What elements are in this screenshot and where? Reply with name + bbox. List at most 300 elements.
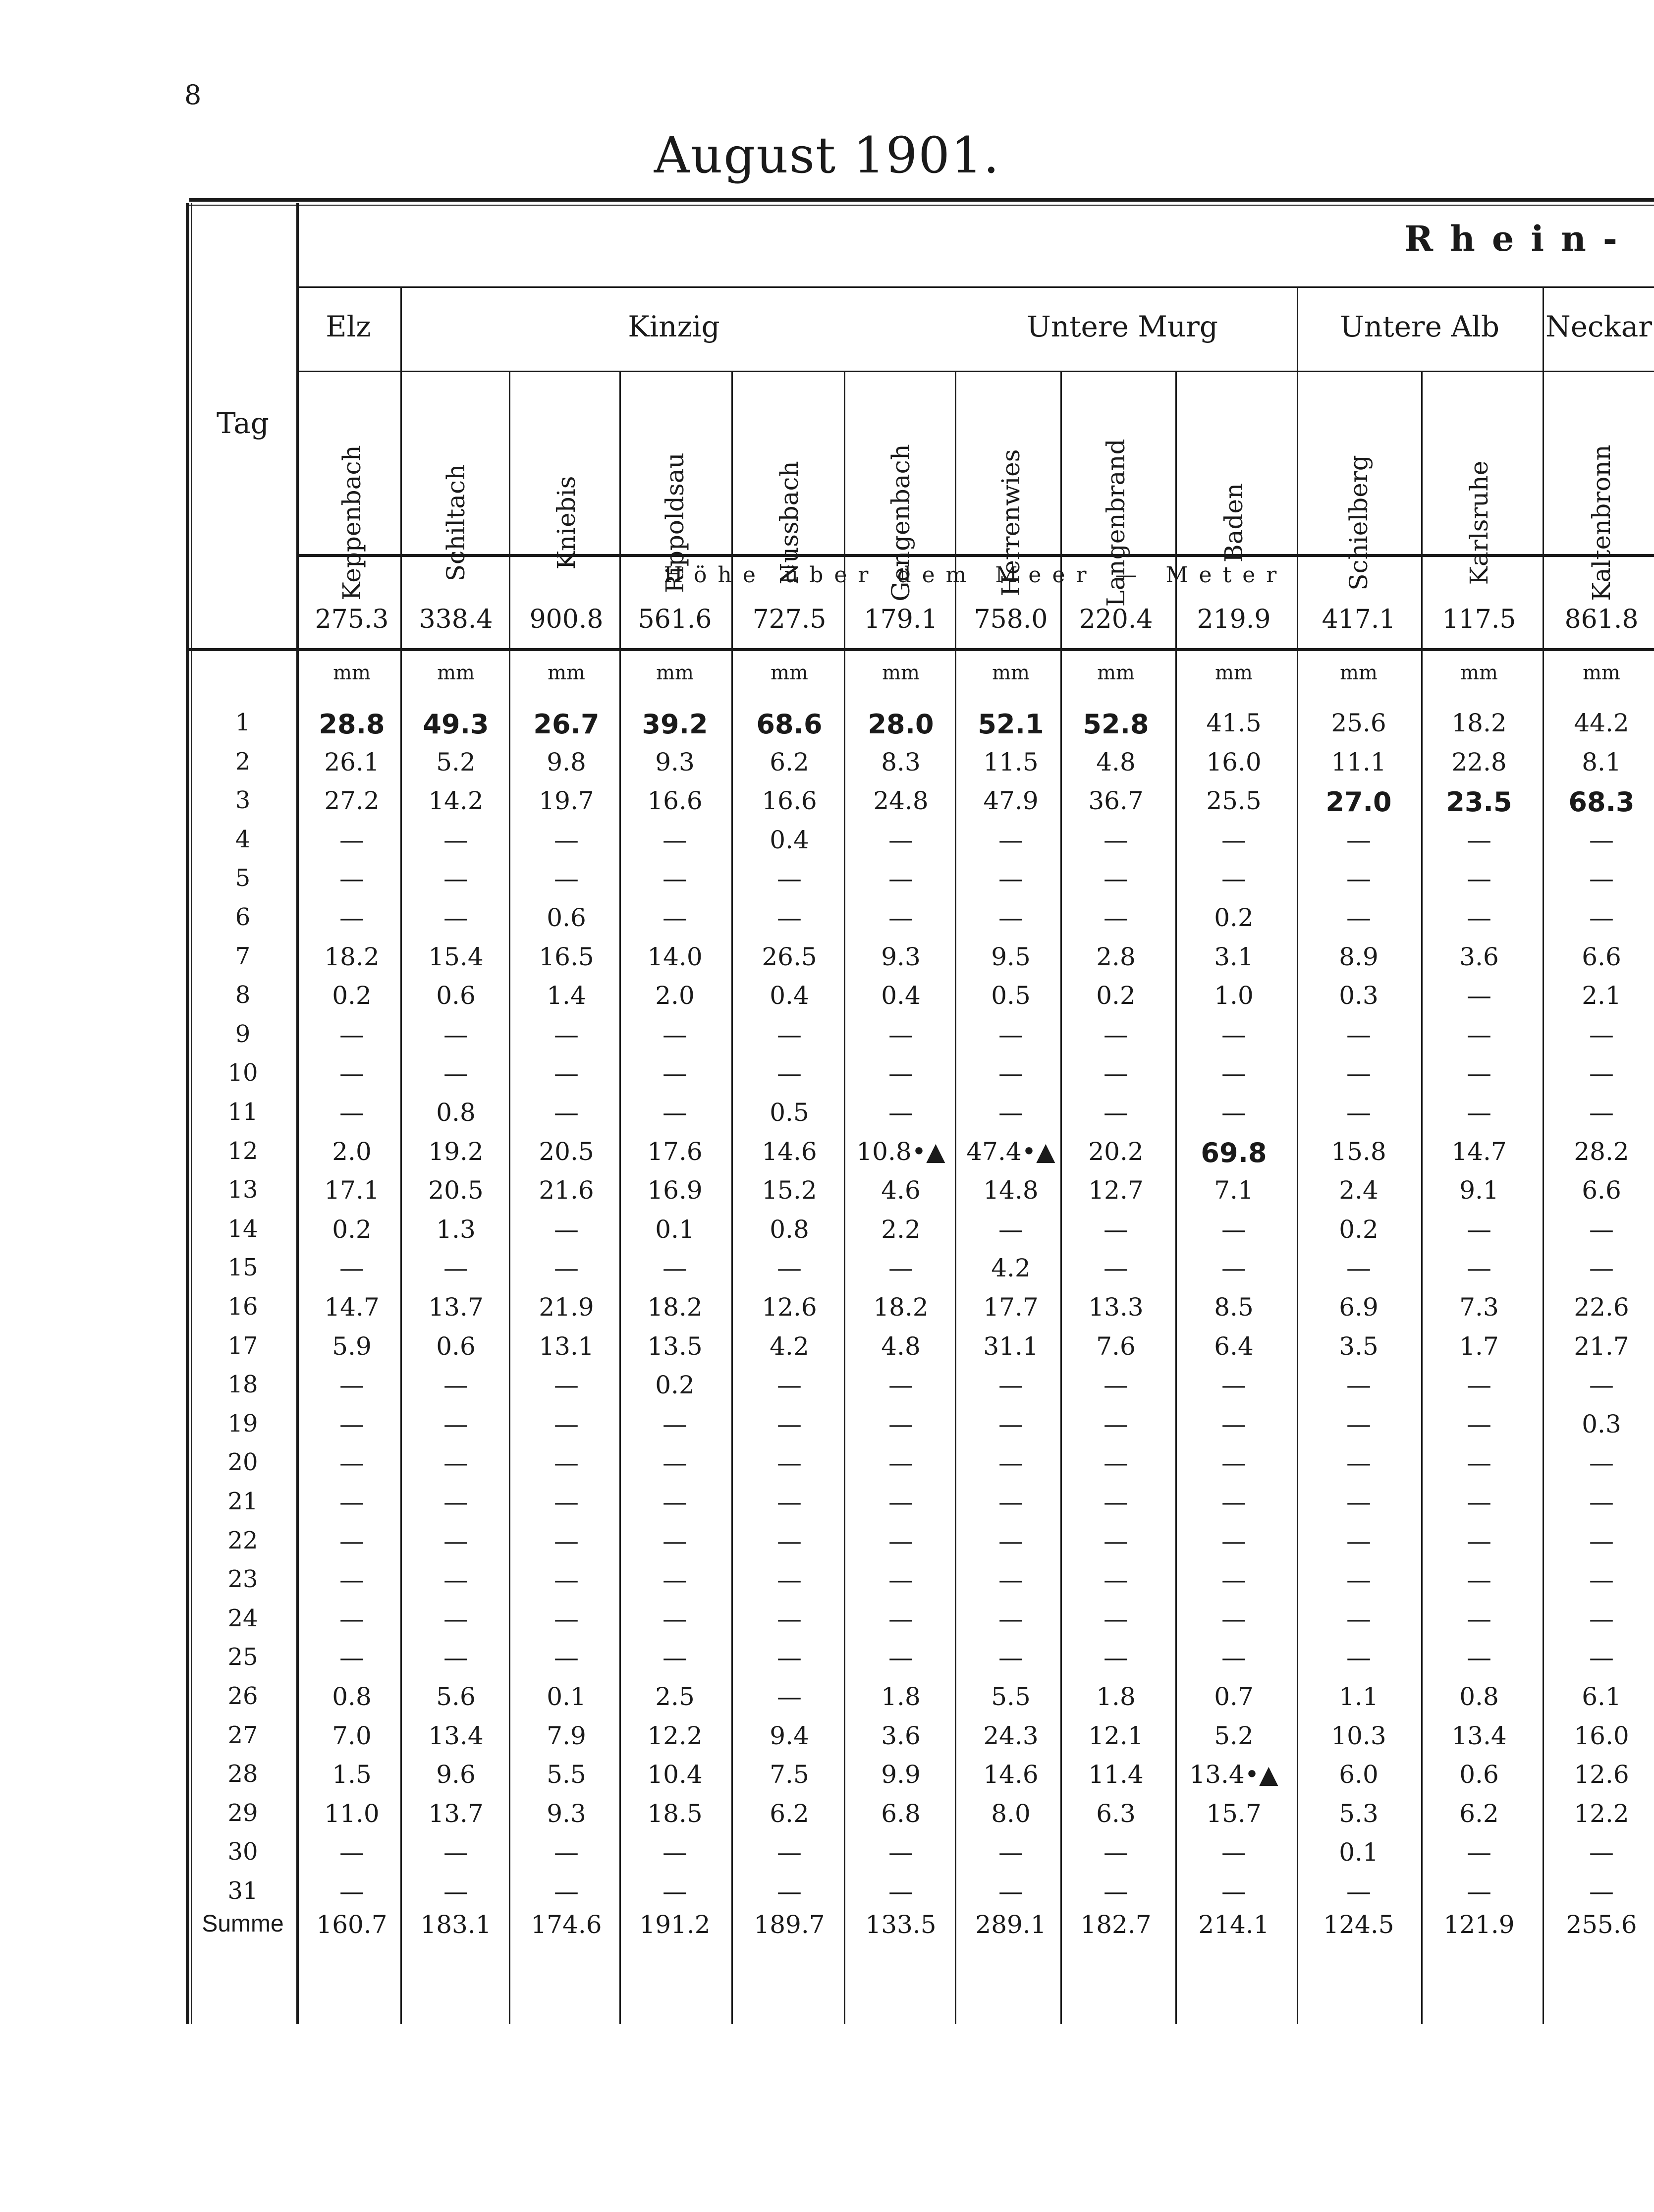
table-cell: 14.8 <box>983 1176 1039 1205</box>
elevation-value: 417.1 <box>1322 605 1396 634</box>
header-bottom-rule <box>189 648 1654 651</box>
table-cell: — <box>1103 825 1128 854</box>
table-cell: 3.1 <box>1214 942 1254 971</box>
table-cell: — <box>1221 1059 1246 1088</box>
table-cell: 16.0 <box>1574 1721 1629 1750</box>
sum-value: 189.7 <box>754 1910 825 1939</box>
table-cell: 12.2 <box>1574 1799 1629 1828</box>
table-cell: — <box>443 1448 468 1478</box>
table-cell: 16.6 <box>647 786 703 816</box>
table-cell: — <box>1467 903 1491 932</box>
top-rule-thin <box>189 205 1654 206</box>
table-cell: — <box>1103 1643 1128 1672</box>
table-cell: 39.2 <box>642 709 708 740</box>
table-cell: — <box>1346 1565 1371 1595</box>
table-cell: 21.7 <box>1574 1331 1629 1361</box>
table-cell: — <box>777 1448 802 1478</box>
table-cell: 12.6 <box>762 1293 817 1322</box>
day-label: 18 <box>227 1371 258 1399</box>
table-cell: 49.3 <box>423 709 489 740</box>
table-cell: 21.9 <box>539 1293 594 1322</box>
table-cell: — <box>998 1604 1023 1633</box>
table-cell: — <box>1103 1448 1128 1478</box>
column-rule <box>1175 371 1177 2024</box>
day-label: 15 <box>227 1254 258 1282</box>
table-cell: — <box>443 1059 468 1088</box>
table-cell: 3.6 <box>881 1721 921 1750</box>
table-cell: — <box>1467 864 1491 893</box>
table-cell: — <box>1589 1604 1614 1633</box>
table-cell: 7.5 <box>770 1760 809 1789</box>
table-cell: — <box>554 1488 579 1516</box>
elevation-value: 727.5 <box>752 605 827 634</box>
table-cell: 2.0 <box>332 1137 372 1166</box>
table-cell: — <box>1221 1838 1246 1867</box>
table-cell: — <box>1103 1059 1128 1088</box>
table-cell: — <box>1221 1526 1246 1555</box>
unit-label: mm <box>437 662 475 684</box>
table-cell: — <box>339 1020 364 1049</box>
day-label: 24 <box>227 1604 258 1632</box>
table-cell: 12.7 <box>1088 1176 1144 1205</box>
table-cell: — <box>1467 1059 1491 1088</box>
table-cell: 13.4•▲ <box>1189 1760 1278 1789</box>
table-cell: 1.4 <box>547 981 586 1010</box>
table-cell: — <box>554 1448 579 1478</box>
table-cell: — <box>443 1877 468 1906</box>
table-cell: — <box>777 1020 802 1049</box>
day-label: 9 <box>235 1020 251 1048</box>
table-cell: 4.8 <box>881 1331 921 1361</box>
table-cell: 13.5 <box>647 1331 703 1361</box>
table-cell: 6.1 <box>1582 1682 1621 1711</box>
table-cell: — <box>554 1020 579 1049</box>
table-cell: — <box>1346 1643 1371 1672</box>
table-cell: — <box>1346 1488 1371 1516</box>
table-cell: 9.5 <box>991 942 1031 971</box>
table-cell: 0.5 <box>770 1098 809 1127</box>
day-label: 29 <box>227 1799 258 1827</box>
table-cell: — <box>339 1526 364 1555</box>
table-cell: 7.1 <box>1214 1176 1254 1205</box>
table-cell: 8.5 <box>1214 1293 1254 1322</box>
table-cell: 4.2 <box>991 1254 1031 1283</box>
table-cell: — <box>1467 1409 1491 1438</box>
table-cell: — <box>1221 1565 1246 1595</box>
table-cell: 9.3 <box>547 1799 586 1828</box>
sum-value: 182.7 <box>1080 1910 1152 1939</box>
unit-label: mm <box>1215 662 1253 684</box>
table-cell: 2.1 <box>1582 981 1621 1010</box>
table-cell: 3.6 <box>1459 942 1499 971</box>
table-cell: — <box>777 1371 802 1400</box>
station-name: Langenbrand <box>1102 439 1130 607</box>
table-cell: — <box>1103 1604 1128 1633</box>
table-cell: — <box>888 1020 913 1049</box>
table-cell: 5.5 <box>547 1760 586 1789</box>
day-label: 23 <box>227 1565 258 1594</box>
table-cell: — <box>888 1643 913 1672</box>
table-cell: — <box>1589 1098 1614 1127</box>
table-cell: 21.6 <box>539 1176 594 1205</box>
table-cell: — <box>1346 1604 1371 1633</box>
day-label: 22 <box>227 1526 258 1554</box>
elevation-value: 179.1 <box>864 605 938 634</box>
table-cell: — <box>1103 1215 1128 1244</box>
table-cell: — <box>339 1488 364 1516</box>
table-cell: 0.2 <box>1096 981 1136 1010</box>
day-label: 19 <box>227 1409 258 1438</box>
table-cell: 5.9 <box>332 1331 372 1361</box>
table-cell: 11.1 <box>1331 747 1386 776</box>
table-cell: 6.0 <box>1339 1760 1378 1789</box>
station-name: Baden <box>1219 483 1248 563</box>
table-cell: — <box>998 864 1023 893</box>
table-cell: — <box>888 1371 913 1400</box>
table-cell: 0.6 <box>436 1331 476 1361</box>
table-cell: 52.1 <box>978 709 1044 740</box>
table-cell: 1.8 <box>881 1682 921 1711</box>
table-cell: 0.8 <box>332 1682 372 1711</box>
table-cell: — <box>1221 1371 1246 1400</box>
column-rule <box>1060 371 1062 2024</box>
table-cell: 24.3 <box>983 1721 1039 1750</box>
table-cell: 8.9 <box>1339 942 1378 971</box>
table-cell: 2.0 <box>655 981 695 1010</box>
sum-value: 121.9 <box>1443 1910 1515 1939</box>
table-cell: — <box>1221 1020 1246 1049</box>
table-cell: 31.1 <box>983 1331 1039 1361</box>
day-label: 8 <box>235 981 251 1009</box>
table-cell: — <box>998 825 1023 854</box>
table-cell: — <box>339 1838 364 1867</box>
table-cell: 14.2 <box>428 786 484 816</box>
sum-value: 214.1 <box>1198 1910 1269 1939</box>
table-cell: — <box>1103 903 1128 932</box>
table-cell: 16.5 <box>539 942 594 971</box>
table-cell: 5.2 <box>1214 1721 1254 1750</box>
tag-header: Tag <box>217 406 269 440</box>
table-cell: 5.3 <box>1339 1799 1378 1828</box>
table-cell: — <box>554 1643 579 1672</box>
table-cell: — <box>998 1565 1023 1595</box>
station-name: Karlsruhe <box>1465 460 1493 585</box>
table-cell: 20.2 <box>1088 1137 1144 1166</box>
table-cell: 0.2 <box>1339 1215 1378 1244</box>
sum-value: 255.6 <box>1566 1910 1637 1939</box>
elevation-value: 220.4 <box>1079 605 1153 634</box>
station-name: Kaltenbronn <box>1587 444 1616 601</box>
table-cell: 6.4 <box>1214 1331 1254 1361</box>
table-cell: — <box>1103 1877 1128 1906</box>
table-cell: 1.5 <box>332 1760 372 1789</box>
table-cell: 0.2 <box>332 1215 372 1244</box>
table-cell: — <box>443 1604 468 1633</box>
day-label: 13 <box>227 1176 258 1204</box>
table-cell: — <box>998 1526 1023 1555</box>
table-cell: — <box>443 1643 468 1672</box>
table-cell: — <box>998 1059 1023 1088</box>
group-kinzig: Kinzig <box>628 310 720 343</box>
elevation-value: 219.9 <box>1197 605 1271 634</box>
table-cell: 10.3 <box>1331 1721 1386 1750</box>
table-cell: — <box>443 1565 468 1595</box>
table-cell: 13.3 <box>1088 1293 1144 1322</box>
table-cell: — <box>662 1604 687 1633</box>
table-cell: — <box>443 1371 468 1400</box>
table-cell: 2.4 <box>1339 1176 1378 1205</box>
day-label: 12 <box>227 1137 258 1165</box>
station-name: Schielberg <box>1344 455 1373 591</box>
table-cell: 15.8 <box>1331 1137 1386 1166</box>
day-label: 10 <box>227 1059 258 1087</box>
table-cell: 0.4 <box>770 981 809 1010</box>
table-cell: — <box>554 1215 579 1244</box>
day-label: 5 <box>235 864 251 892</box>
table-cell: — <box>777 1565 802 1595</box>
table-cell: 26.7 <box>533 709 600 740</box>
table-cell: 0.7 <box>1214 1682 1254 1711</box>
table-cell: 69.8 <box>1201 1137 1267 1168</box>
table-cell: 8.1 <box>1582 747 1621 776</box>
table-cell: — <box>1221 864 1246 893</box>
table-cell: — <box>443 1409 468 1438</box>
table-cell: — <box>1467 1020 1491 1049</box>
table-cell: — <box>1467 1488 1491 1516</box>
table-cell: 47.9 <box>983 786 1039 816</box>
table-cell: 13.7 <box>428 1293 484 1322</box>
column-rule <box>400 286 402 2024</box>
table-cell: 19.2 <box>428 1137 484 1166</box>
table-cell: — <box>443 1254 468 1283</box>
table-cell: — <box>554 1254 579 1283</box>
table-cell: 8.0 <box>991 1799 1031 1828</box>
day-label: 27 <box>227 1721 258 1749</box>
table-cell: — <box>888 1059 913 1088</box>
table-cell: 11.5 <box>983 747 1039 776</box>
elevation-caption: Höhe über dem Meer — Meter <box>663 562 1288 588</box>
table-cell: 12.6 <box>1574 1760 1629 1789</box>
table-cell: — <box>1346 864 1371 893</box>
station-name: Herrenwies <box>996 449 1025 597</box>
table-cell: — <box>1221 1254 1246 1283</box>
sum-label: Summe <box>202 1911 284 1937</box>
table-cell: 0.8 <box>770 1215 809 1244</box>
table-cell: — <box>1467 1448 1491 1478</box>
table-cell: 0.6 <box>436 981 476 1010</box>
table-cell: — <box>1221 825 1246 854</box>
table-cell: 11.0 <box>324 1799 380 1828</box>
table-cell: 22.6 <box>1574 1293 1629 1322</box>
table-cell: — <box>777 1526 802 1555</box>
page-title: August 1901. <box>654 126 1000 184</box>
table-cell: — <box>1346 1448 1371 1478</box>
table-cell: 25.5 <box>1206 786 1262 816</box>
table-cell: — <box>1589 1643 1614 1672</box>
sum-value: 289.1 <box>975 1910 1047 1939</box>
table-cell: — <box>339 1565 364 1595</box>
table-cell: — <box>1103 1526 1128 1555</box>
table-cell: — <box>777 1643 802 1672</box>
table-cell: 16.9 <box>647 1176 703 1205</box>
table-cell: — <box>1103 1098 1128 1127</box>
table-cell: 13.4 <box>428 1721 484 1750</box>
table-cell: — <box>1467 1371 1491 1400</box>
station-name: Rippoldsau <box>661 452 689 593</box>
table-cell: 18.2 <box>324 942 380 971</box>
table-cell: 13.4 <box>1451 1721 1507 1750</box>
table-cell: — <box>1589 825 1614 854</box>
table-cell: — <box>339 903 364 932</box>
sum-value: 160.7 <box>316 1910 387 1939</box>
table-cell: — <box>1467 1565 1491 1595</box>
table-cell: — <box>443 825 468 854</box>
table-cell: 16.6 <box>762 786 817 816</box>
table-cell: 17.7 <box>983 1293 1039 1322</box>
table-cell: — <box>1103 1020 1128 1049</box>
table-cell: — <box>339 1371 364 1400</box>
sum-value: 124.5 <box>1323 1910 1394 1939</box>
table-cell: 9.3 <box>881 942 921 971</box>
table-cell: — <box>662 1565 687 1595</box>
table-cell: 4.8 <box>1096 747 1136 776</box>
table-cell: — <box>777 1877 802 1906</box>
table-cell: — <box>888 1877 913 1906</box>
table-cell: 20.5 <box>539 1137 594 1166</box>
table-cell: — <box>1103 1838 1128 1867</box>
table-cell: 7.0 <box>332 1721 372 1750</box>
table-cell: — <box>777 903 802 932</box>
sum-value: 174.6 <box>531 1910 602 1939</box>
table-cell: 0.8 <box>436 1098 476 1127</box>
table-cell: 2.8 <box>1096 942 1136 971</box>
unit-label: mm <box>1460 662 1498 684</box>
table-cell: — <box>1221 1488 1246 1516</box>
table-cell: 14.7 <box>324 1293 380 1322</box>
table-cell: 17.1 <box>324 1176 380 1205</box>
table-cell: 6.2 <box>770 747 809 776</box>
station-name: Nussbach <box>775 461 804 585</box>
column-rule <box>619 371 621 2024</box>
station-rule <box>299 554 1654 557</box>
table-cell: — <box>339 1098 364 1127</box>
table-cell: 9.9 <box>881 1760 921 1789</box>
table-cell: — <box>888 1565 913 1595</box>
table-cell: — <box>554 1409 579 1438</box>
table-cell: 10.4 <box>647 1760 703 1789</box>
table-cell: 3.5 <box>1339 1331 1378 1361</box>
table-cell: — <box>339 1643 364 1672</box>
station-name: Gengenbach <box>886 444 915 602</box>
table-cell: 23.5 <box>1446 786 1512 818</box>
table-cell: — <box>1221 1643 1246 1672</box>
table-cell: — <box>443 864 468 893</box>
table-cell: 26.1 <box>324 747 380 776</box>
table-cell: — <box>1346 1059 1371 1088</box>
table-cell: — <box>998 1643 1023 1672</box>
table-cell: — <box>554 1604 579 1633</box>
table-cell: 19.7 <box>539 786 594 816</box>
table-cell: 24.8 <box>873 786 929 816</box>
table-cell: 9.1 <box>1459 1176 1499 1205</box>
table-cell: 0.1 <box>1339 1838 1378 1867</box>
table-cell: 14.6 <box>762 1137 817 1166</box>
table-cell: — <box>443 1020 468 1049</box>
table-cell: 27.0 <box>1325 786 1392 818</box>
day-label: 2 <box>235 747 251 775</box>
table-cell: — <box>1589 903 1614 932</box>
table-cell: 44.2 <box>1574 709 1629 737</box>
table-cell: — <box>1221 1098 1246 1127</box>
table-cell: — <box>1467 1838 1491 1867</box>
table-cell: — <box>1346 1254 1371 1283</box>
table-cell: 20.5 <box>428 1176 484 1205</box>
table-cell: 9.4 <box>770 1721 809 1750</box>
table-cell: — <box>998 1215 1023 1244</box>
table-cell: — <box>1221 1215 1246 1244</box>
table-cell: — <box>1589 864 1614 893</box>
table-cell: 16.0 <box>1206 747 1262 776</box>
table-cell: — <box>998 1409 1023 1438</box>
table-cell: — <box>1346 903 1371 932</box>
table-cell: 68.6 <box>756 709 823 740</box>
station-name: Keppenbach <box>337 445 366 601</box>
table-cell: 7.3 <box>1459 1293 1499 1322</box>
unit-label: mm <box>333 662 371 684</box>
table-cell: — <box>554 1838 579 1867</box>
table-cell: 41.5 <box>1206 709 1262 737</box>
day-label: 6 <box>235 903 251 931</box>
day-label: 30 <box>227 1838 258 1866</box>
table-cell: — <box>998 1488 1023 1516</box>
group-untere-murg: Untere Murg <box>1027 310 1218 343</box>
day-label: 17 <box>227 1331 258 1360</box>
table-cell: — <box>998 1448 1023 1478</box>
table-cell: 15.7 <box>1206 1799 1262 1828</box>
table-cell: 0.1 <box>655 1215 695 1244</box>
table-cell: — <box>339 1877 364 1906</box>
table-cell: — <box>443 903 468 932</box>
table-cell: 9.8 <box>547 747 586 776</box>
elevation-value: 758.0 <box>974 605 1048 634</box>
table-cell: 28.0 <box>868 709 934 740</box>
table-cell: — <box>1589 1565 1614 1595</box>
table-cell: 0.1 <box>547 1682 586 1711</box>
page-number: 8 <box>184 79 202 111</box>
day-label: 4 <box>235 825 251 853</box>
table-cell: — <box>554 1526 579 1555</box>
table-cell: — <box>998 1098 1023 1127</box>
table-cell: — <box>662 1643 687 1672</box>
table-cell: — <box>1467 1643 1491 1672</box>
table-cell: 18.2 <box>647 1293 703 1322</box>
table-cell: — <box>888 1604 913 1633</box>
table-cell: 6.2 <box>770 1799 809 1828</box>
table-cell: — <box>1467 1254 1491 1283</box>
table-cell: — <box>443 1488 468 1516</box>
day-label: 25 <box>227 1643 258 1671</box>
table-cell: — <box>1589 1020 1614 1049</box>
table-cell: 13.7 <box>428 1799 484 1828</box>
table-cell: — <box>1346 1020 1371 1049</box>
region-rule <box>299 286 1654 288</box>
table-cell: — <box>1103 1409 1128 1438</box>
sum-value: 133.5 <box>865 1910 937 1939</box>
table-cell: — <box>998 1020 1023 1049</box>
table-cell: 28.2 <box>1574 1137 1629 1166</box>
table-cell: — <box>1589 1877 1614 1906</box>
table-cell: 6.9 <box>1339 1293 1378 1322</box>
